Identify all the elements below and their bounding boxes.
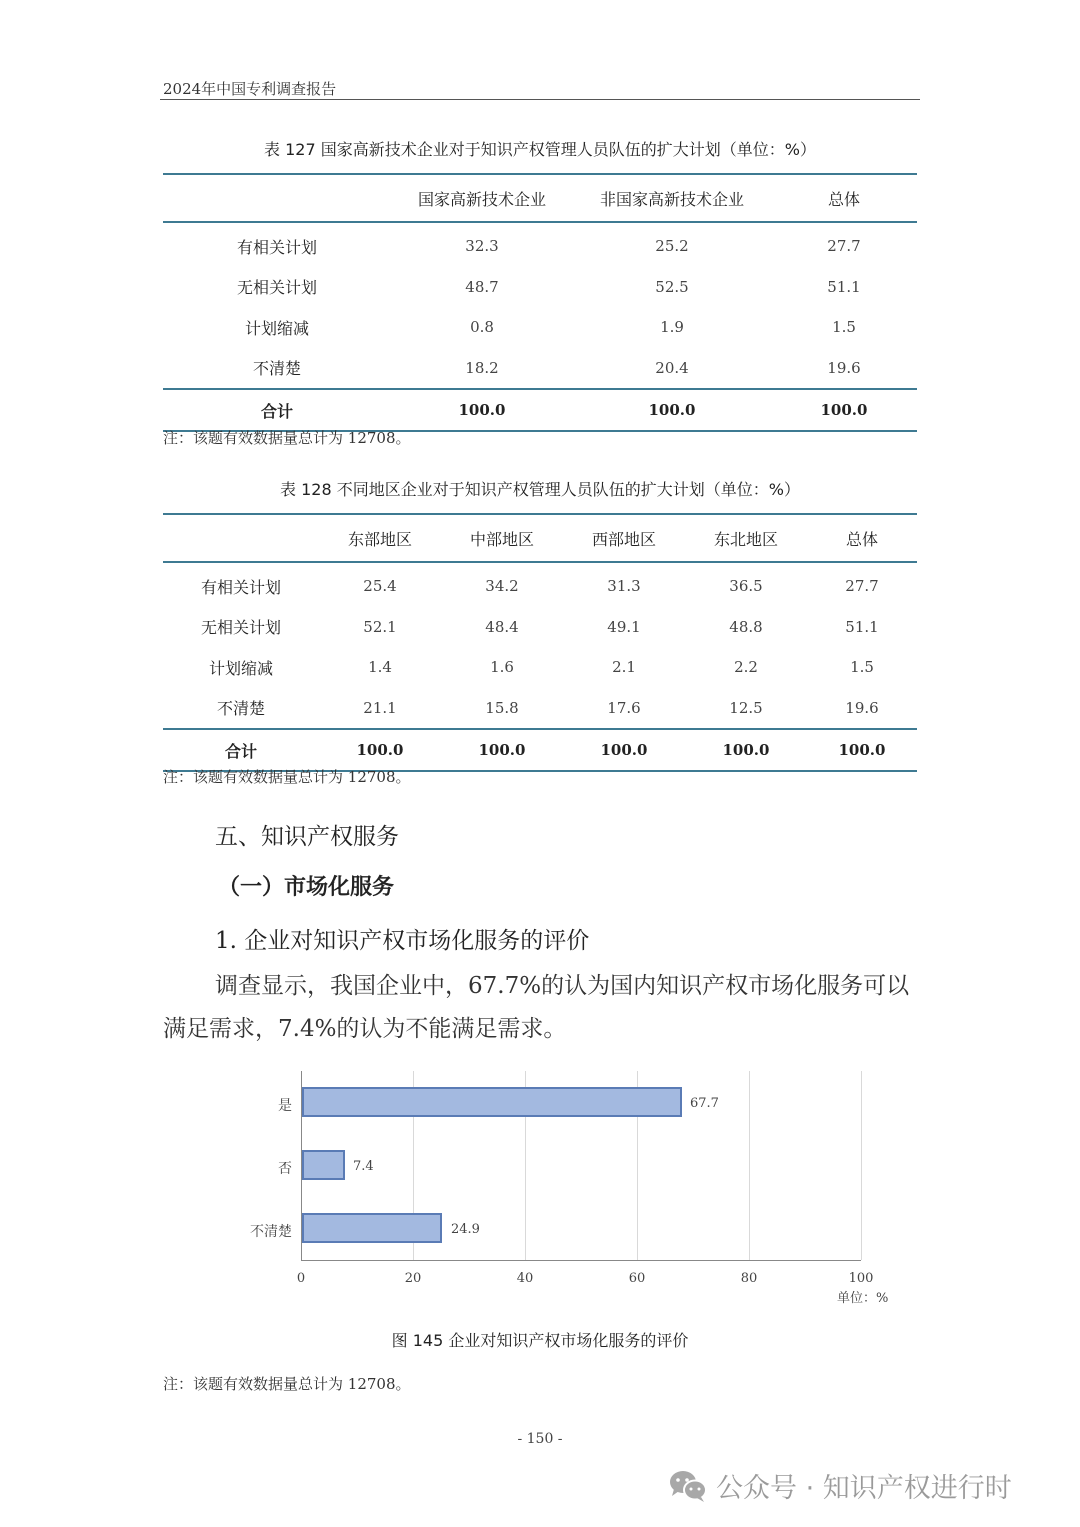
cell: 15.8	[485, 698, 519, 717]
column-header: 总体	[807, 514, 917, 562]
cell: 100.0	[563, 729, 685, 771]
column-header: 东部地区	[319, 514, 441, 562]
table-128	[163, 513, 917, 772]
gridline	[861, 1071, 862, 1260]
cell: 34.2	[485, 577, 519, 596]
page-number: - 150 -	[517, 1431, 563, 1447]
column-header: 西部地区	[563, 514, 685, 562]
table-127-note: 注：该题有效数据量总计为 12708。	[163, 429, 411, 447]
cell: 52.1	[363, 617, 397, 636]
table-row	[163, 688, 917, 730]
cell: 1.6	[490, 658, 514, 677]
cell: 18.2	[465, 358, 499, 377]
x-tick: 40	[516, 1271, 534, 1286]
running-header: 2024年中国专利调查报告	[163, 80, 337, 98]
cell: 25.2	[655, 237, 689, 256]
cell: 2.2	[734, 658, 758, 677]
item-heading: 1. 企业对知识产权市场化服务的评价	[215, 928, 590, 954]
cell: 19.6	[827, 358, 861, 377]
cell: 1.5	[832, 318, 856, 337]
table-128-title: 表 128 不同地区企业对于知识产权管理人员队伍的扩大计划（单位：%）	[280, 480, 800, 499]
cell: 27.7	[827, 237, 861, 256]
x-tick: 0	[296, 1271, 306, 1286]
table-128-note: 注：该题有效数据量总计为 12708。	[163, 768, 411, 786]
cell: 100.0	[573, 389, 771, 431]
table-row	[163, 222, 917, 267]
table-127	[163, 173, 917, 432]
table-row	[163, 607, 917, 648]
cell: 100.0	[319, 729, 441, 771]
row-label: 有相关计划	[236, 237, 317, 257]
cell: 20.4	[655, 358, 689, 377]
column-header: 国家高新技术企业	[391, 174, 573, 222]
category-label: 否	[278, 1161, 292, 1177]
cell: 48.4	[485, 617, 519, 636]
category-label: 不清楚	[250, 1224, 292, 1240]
x-tick: 20	[404, 1271, 422, 1286]
figure-caption: 图 145 企业对知识产权市场化服务的评价	[391, 1331, 689, 1350]
x-tick: 100	[848, 1271, 874, 1286]
cell: 1.5	[850, 658, 874, 677]
cell: 12.5	[729, 698, 763, 717]
cell: 52.5	[655, 277, 689, 296]
cell: 100.0	[441, 729, 563, 771]
header-rule	[160, 99, 920, 100]
table-127-title: 表 127 国家高新技术企业对于知识产权管理人员队伍的扩大计划（单位：%）	[264, 140, 816, 159]
cell: 48.8	[729, 617, 763, 636]
row-label: 计划缩减	[208, 658, 273, 678]
value-label: 67.7	[690, 1096, 719, 1111]
table-row	[163, 348, 917, 390]
gridline	[749, 1071, 750, 1260]
row-label: 无相关计划	[236, 278, 317, 298]
cell: 100.0	[391, 389, 573, 431]
row-label: 不清楚	[216, 699, 265, 719]
bar-yes	[302, 1087, 682, 1117]
body-paragraph: 调查显示，我国企业中，67.7%的认为国内知识产权市场化服务可以满足需求，7.4%的认为不能满足需求。	[163, 973, 910, 1042]
cell: 1.4	[368, 658, 392, 677]
category-label: 是	[278, 1098, 292, 1114]
column-header	[163, 174, 391, 222]
cell: 19.6	[845, 698, 879, 717]
cell: 17.6	[607, 698, 641, 717]
bar-no	[302, 1150, 345, 1180]
cell: 100.0	[807, 729, 917, 771]
watermark	[668, 1466, 1012, 1505]
value-label: 24.9	[451, 1222, 480, 1237]
value-label: 7.4	[353, 1159, 374, 1174]
row-label: 合计	[163, 389, 391, 431]
cell: 100.0	[771, 389, 917, 431]
row-label: 有相关计划	[200, 577, 281, 597]
column-header: 总体	[771, 174, 917, 222]
table-row	[163, 267, 917, 308]
cell: 36.5	[729, 577, 763, 596]
x-axis	[301, 1260, 861, 1261]
table-row	[163, 647, 917, 688]
cell: 31.3	[607, 577, 641, 596]
cell: 100.0	[685, 729, 807, 771]
bar-chart	[230, 1060, 910, 1310]
column-header: 东北地区	[685, 514, 807, 562]
cell: 48.7	[465, 277, 499, 296]
row-label: 合计	[163, 729, 319, 771]
column-header: 非国家高新技术企业	[573, 174, 771, 222]
cell: 27.7	[845, 577, 879, 596]
x-tick: 60	[628, 1271, 646, 1286]
cell: 25.4	[363, 577, 397, 596]
row-label: 计划缩减	[244, 318, 309, 338]
table-total-row	[163, 729, 917, 771]
cell: 51.1	[827, 277, 861, 296]
cell: 49.1	[607, 617, 641, 636]
x-tick: 80	[740, 1271, 758, 1286]
cell: 32.3	[465, 237, 499, 256]
row-label: 无相关计划	[200, 618, 281, 638]
subsection-heading: （一）市场化服务	[218, 874, 395, 900]
watermark-text: 公众号 · 知识产权进行时	[716, 1473, 1012, 1504]
column-header: 中部地区	[441, 514, 563, 562]
wechat-icon	[668, 1469, 708, 1503]
cell: 51.1	[845, 617, 879, 636]
unit-label: 单位：%	[837, 1291, 889, 1306]
table-header-row	[163, 514, 917, 562]
row-label: 不清楚	[252, 359, 301, 379]
table-row	[163, 562, 917, 607]
column-header	[163, 514, 319, 562]
table-row	[163, 307, 917, 348]
cell: 1.9	[660, 318, 684, 337]
table-total-row	[163, 389, 917, 431]
cell: 21.1	[363, 698, 397, 717]
figure-note: 注：该题有效数据量总计为 12708。	[163, 1375, 411, 1393]
section-heading: 五、知识产权服务	[215, 824, 399, 850]
bar-unclear	[302, 1213, 442, 1243]
table-header-row	[163, 174, 917, 222]
cell: 2.1	[612, 658, 636, 677]
cell: 0.8	[470, 318, 494, 337]
